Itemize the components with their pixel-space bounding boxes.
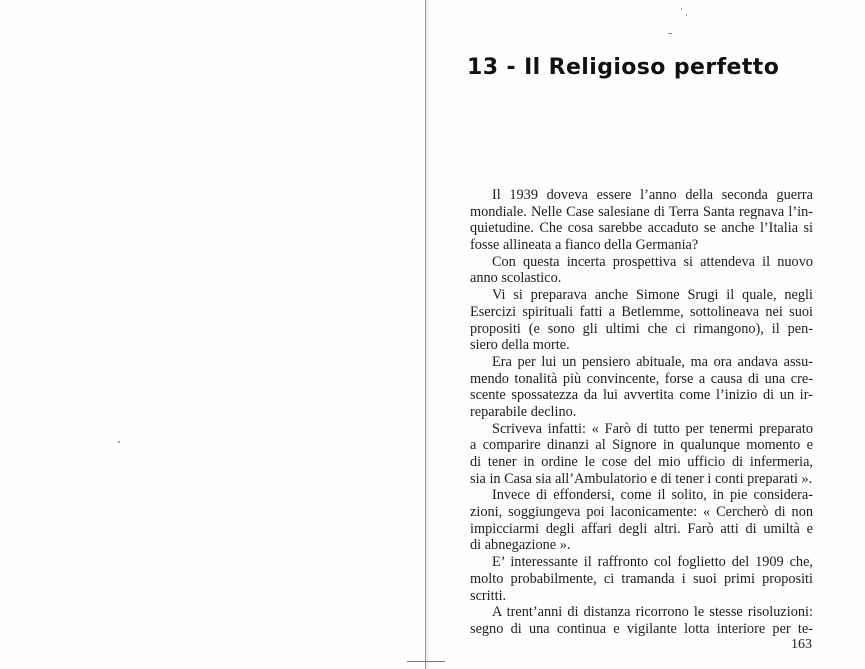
text-line: impicciarmi degli affari degli altri. Farò atti di umiltà e xyxy=(470,520,813,537)
text-line: Con questa incerta prospettiva si attendeva il nuovo xyxy=(492,253,813,270)
text-line: E’ interessante il raffronto col foglietto del 1909 che, xyxy=(492,554,813,571)
text-line: quietudine. Che cosa sarebbe accaduto se anche l’Italia si xyxy=(470,220,813,237)
scan-speck xyxy=(118,441,120,443)
chapter-title: 13 - Il Religioso perfetto xyxy=(467,55,780,80)
left-blank-page xyxy=(0,0,425,669)
text-line: a comparire dinanzi al Signore in qualunque momento e xyxy=(470,437,813,454)
text-line: segno di una continua e vigilante lotta interiore per te- xyxy=(470,620,813,637)
text-line: Vi si preparava anche Simone Srugi il quale, negli xyxy=(492,287,813,304)
text-line: Scriveva infatti: « Farò di tutto per tenermi preparato xyxy=(492,420,813,437)
page-number: 163 xyxy=(791,637,812,652)
text-line: fosse allineata a fianco della Germania? xyxy=(470,237,699,254)
text-line: propositi (e sono gli ultimi che ci rimangono), il pen- xyxy=(470,320,813,337)
text-line: zioni, soggiungeva poi laconicamente: « Cercherò di non xyxy=(470,504,813,521)
text-line: sia in Casa sia all’Ambulatorio e di tener i conti preparati ». xyxy=(470,470,813,487)
text-line: Era per lui un pensiero abituale, ma ora andava assu- xyxy=(492,353,813,370)
text-line: di tener in ordine le cose del mio ufficio di infermeria, xyxy=(470,454,813,470)
text-line: Esercizi spirituali fatti a Betlemme, sottolineava nei suoi xyxy=(470,303,813,320)
text-line: siero della morte. xyxy=(470,337,570,354)
text-line: mondiale. Nelle Case salesiane di Terra Santa regnava l’in- xyxy=(470,203,813,220)
text-line: molto probabilmente, ci tramanda i suoi primi propositi xyxy=(470,570,813,587)
text-line: mendo tonalità più convincente, forse a causa di una cre- xyxy=(470,370,813,387)
body-text xyxy=(470,187,813,638)
text-line: scritti. xyxy=(470,587,507,604)
text-line: Invece di effondersi, come il solito, in pie considera- xyxy=(492,487,813,504)
text-line: reparabile declino. xyxy=(470,403,577,420)
text-line: di abnegazione ». xyxy=(470,537,571,554)
text-line: Il 1939 doveva essere l’anno della seconda guerra xyxy=(492,187,813,203)
text-line: A trent’anni di distanza ricorrono le stesse risoluzioni: xyxy=(492,604,813,621)
text-line: scente spossatezza da lui avvertita come l’inizio di un ir- xyxy=(470,387,813,404)
text-line: anno scolastico. xyxy=(470,270,562,287)
